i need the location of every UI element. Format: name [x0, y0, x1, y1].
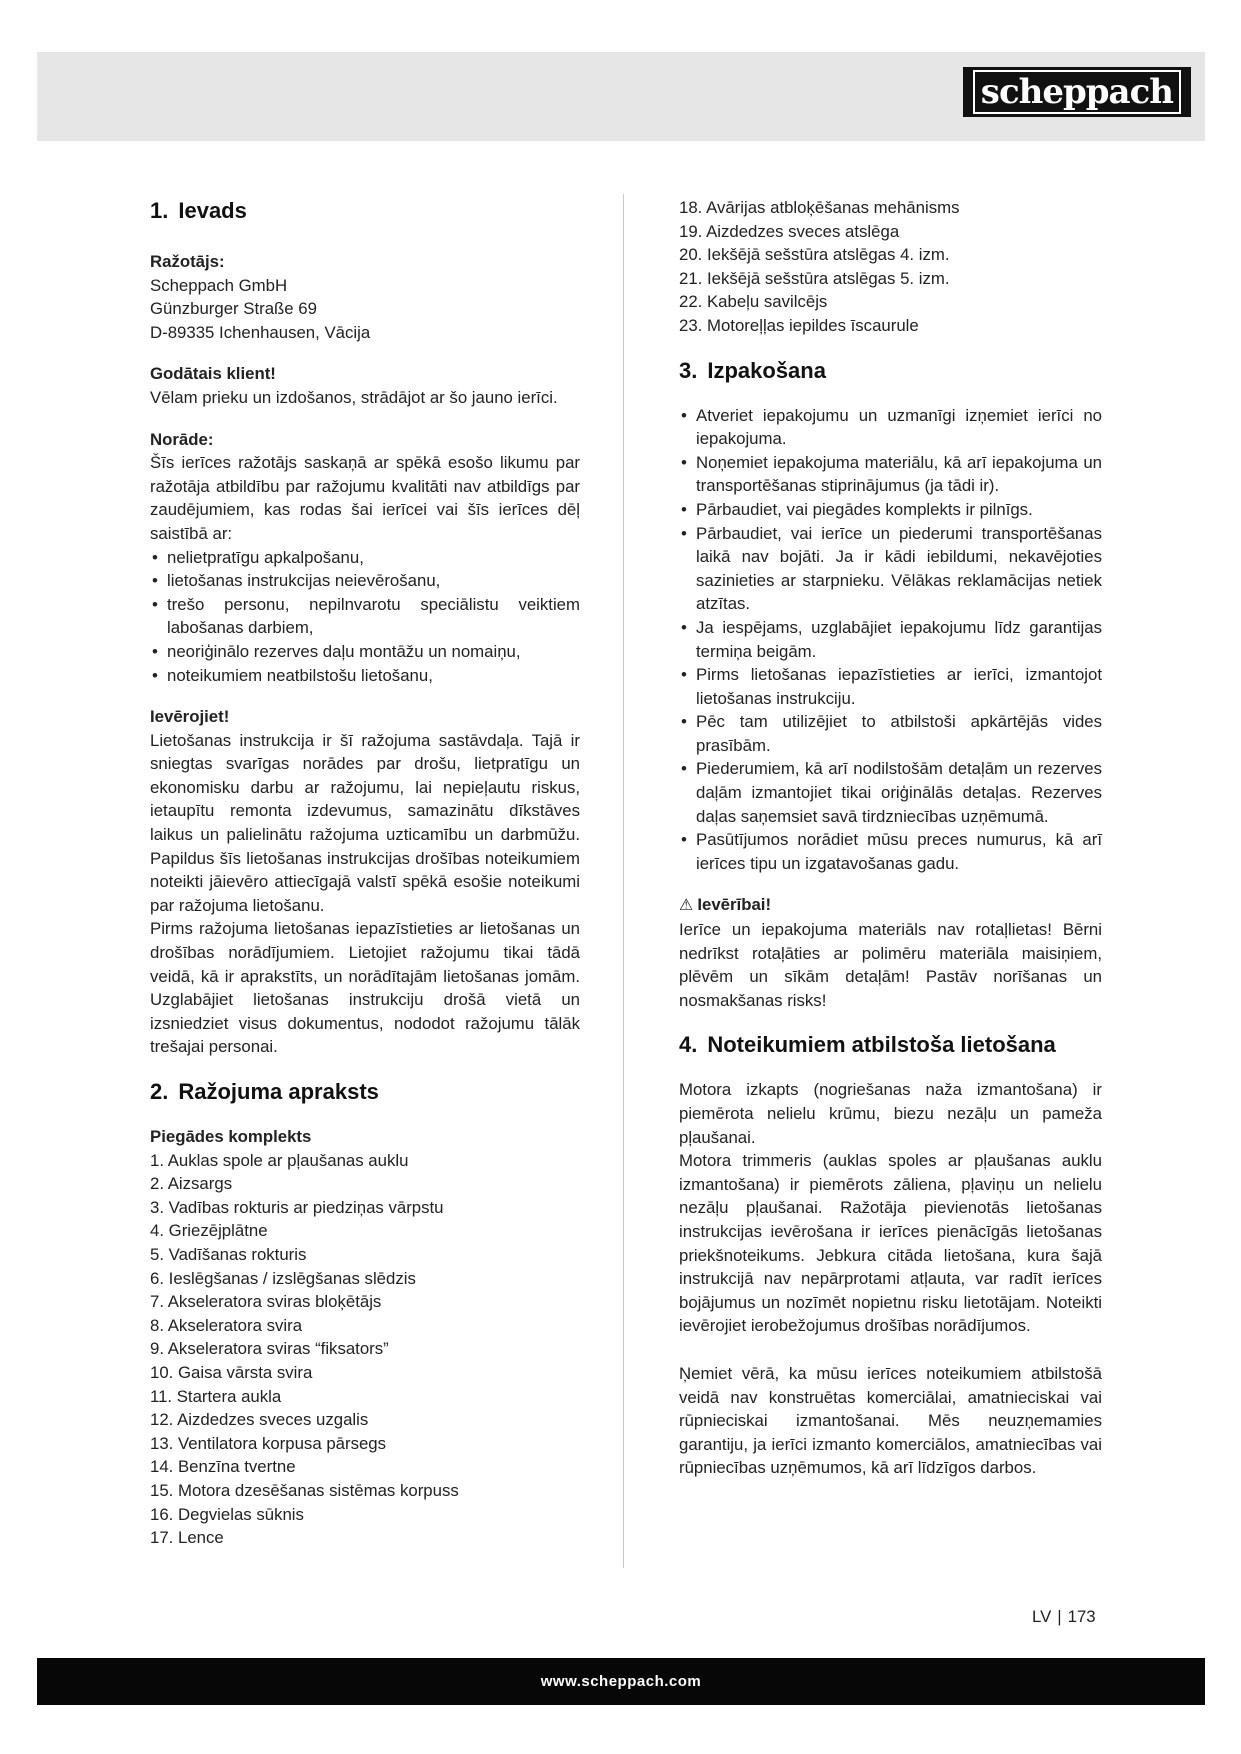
list-item: • Pēc tam utilizējiet to atbilstoši apkārtējās vides prasībām.	[679, 710, 1102, 757]
list-item: 4. Griezējplātne	[150, 1221, 268, 1241]
list-item: 2. Aizsargs	[150, 1174, 233, 1194]
attention-text: Lietošanas instrukcija ir šī ražojuma sastāvdaļa. Tajā ir sniegtas svarīgas norādes par drošu, lietpratīgu un ekonomisku darbu ar ražojumu, lai nepieļautu riskus, ietaupītu remonta izdevumus, samazinātu dīkstāves laikus un palielinātu ražojuma uzticamību un darbmūžu. Papildus šīs lietošanas instrukcijas drošības noteikumiem noteikti jāievēro attiecīgajā valstī spēkā esošie noteikumi par ražojuma lietošanu.	[150, 730, 580, 915]
page-footer	[37, 1658, 1205, 1705]
list-item: 6. Ieslēgšanas / izslēgšanas slēdzis	[150, 1268, 416, 1288]
list-item: • Pārbaudiet, vai ierīce un piederumi transportēšanas laikā nav bojāti. Ja ir kādi iebildumi, nekavējoties sazinieties ar starpnieku. Vēlākas reklamācijas netiek atzītas.	[679, 522, 1102, 616]
list-item: 14. Benzīna tvertne	[150, 1457, 296, 1477]
list-item: 18. Avārijas atbloķēšanas mehānisms	[679, 198, 960, 217]
list-item: 7. Akseleratora sviras bloķētājs	[150, 1292, 382, 1312]
delivery-list	[150, 1149, 580, 1550]
attention-text: Pirms ražojuma lietošanas iepazīstieties ar lietošanas un drošības norādījumiem. Lietojiet ražojumu tikai tādā veidā, kā ir aprakstīts, un norādītajām lietošanas jomām. Uzglabājiet lietošanas instrukciju drošā vietā un izsniedziet visus dokumentus, nododot ražojumu tālāk trešajai personai.	[150, 919, 580, 1057]
dear-customer-text: Vēlam prieku un izdošanos, strādājot ar šo jauno ierīci.	[150, 387, 558, 407]
list-item: 5. Vadīšanas rokturis	[150, 1244, 307, 1264]
delivery-list-continued	[679, 196, 1102, 338]
manufacturer-line: Günzburger Straße 69	[150, 299, 317, 319]
list-item: • nelietpratīgu apkalpošanu,	[150, 546, 580, 570]
manufacturer-label: Ražotājs:	[150, 252, 225, 271]
logo-text: scheppach	[973, 70, 1181, 114]
list-item: • Pārbaudiet, vai piegādes komplekts ir pilnīgs.	[679, 498, 1102, 522]
delivery-label: Piegādes komplekts	[150, 1127, 312, 1146]
right-column	[679, 196, 1102, 1480]
warning-icon: ⚠	[679, 897, 694, 915]
column-divider	[623, 194, 624, 1568]
list-item: • Noņemiet iepakojuma materiālu, kā arī iepakojuma un transportēšanas stiprinājumus (ja tādi ir).	[679, 451, 1102, 498]
unpacking-list	[679, 404, 1102, 876]
website-link[interactable]: www.scheppach.com	[540, 1673, 702, 1690]
section-1-heading: 1. Ievads	[150, 198, 247, 223]
note-list	[150, 546, 580, 688]
list-item: • Pasūtījumos norādiet mūsu preces numurus, kā arī ierīces tipu un izgatavošanas gadu.	[679, 828, 1102, 875]
list-item: • trešo personu, nepilnvarotu speciālistu veiktiem labošanas darbiem,	[150, 593, 580, 640]
list-item: • Ja iespējams, uzglabājiet iepakojumu līdz garantijas termiņa beigām.	[679, 616, 1102, 663]
list-item: • Atveriet iepakojumu un uzmanīgi izņemiet ierīci no iepakojuma.	[679, 404, 1102, 451]
section-3-heading: 3. Izpakošana	[679, 357, 826, 383]
list-item: 21. Iekšējā sešstūra atslēgas 5. izm.	[679, 268, 950, 288]
list-item: 12. Aizdedzes sveces uzgalis	[150, 1410, 369, 1430]
section-4-heading: 4. Noteikumiem atbilstoša lietošana	[679, 1032, 1056, 1058]
scheppach-logo	[963, 67, 1191, 117]
list-item: 3. Vadības rokturis ar piedziņas vārpstu	[150, 1197, 444, 1217]
list-item: 19. Aizdedzes sveces atslēga	[679, 221, 900, 241]
list-item: • noteikumiem neatbilstošu lietošanu,	[150, 664, 580, 688]
list-item: 17. Lence	[150, 1528, 224, 1548]
usage-paragraph: Ņemiet vērā, ka mūsu ierīces noteikumiem atbilstošā veidā nav konstruētas komerciālai, amatnieciskai vai rūpnieciskai izmantošanai. Mēs neuzņemamies garantiju, ja ierīci izmanto komerciālos, amatniecības vai rūpniecības uzņēmumos, kā arī līdzīgos darbos.	[679, 1363, 1102, 1478]
list-item: 22. Kabeļu savilcējs	[679, 292, 828, 312]
list-item: • lietošanas instrukcijas neievērošanu,	[150, 569, 580, 593]
usage-paragraph: Motora izkapts (nogriešanas naža izmantošana) ir piemērota nelielu krūmu, biezu nezāļu un pameža pļaušanai.	[679, 1080, 1102, 1147]
list-item: 15. Motora dzesēšanas sistēmas korpuss	[150, 1480, 459, 1500]
list-item: 13. Ventilatora korpusa pārsegs	[150, 1433, 387, 1453]
list-item: 1. Auklas spole ar pļaušanas auklu	[150, 1150, 409, 1170]
manufacturer-line: Scheppach GmbH	[150, 275, 288, 295]
list-item: 11. Startera aukla	[150, 1386, 282, 1406]
note-label: Norāde:	[150, 429, 214, 449]
list-item: 20. Iekšējā sešstūra atslēgas 4. izm.	[679, 245, 950, 265]
note-text: Šīs ierīces ražotājs saskaņā ar spēkā esošo likumu par ražotāja atbildību par ražojumu kvalitāti nav atbildīgs par zaudējumiem, kas rodas šai ierīcei vai šīs ierīces dēļ saistībā ar:	[150, 453, 580, 543]
list-item: • neoriģinālo rezerves daļu montāžu un nomaiņu,	[150, 640, 580, 664]
dear-customer-label: Godātais klient!	[150, 364, 276, 384]
list-item: 9. Akseleratora sviras “fiksators”	[150, 1339, 389, 1359]
list-item: • Pirms lietošanas iepazīstieties ar ierīci, izmantojot lietošanas instrukciju.	[679, 663, 1102, 710]
manufacturer-line: D-89335 Ichenhausen, Vācija	[150, 322, 371, 342]
warning-label: ⚠ Ievērībai!	[679, 895, 772, 915]
list-item: 16. Degvielas sūknis	[150, 1504, 304, 1524]
attention-label: Ievērojiet!	[150, 707, 230, 727]
warning-text: Ierīce un iepakojuma materiāls nav rotaļlietas! Bērni nedrīkst rotaļāties ar polimēru materiāla maisiņiem, plēvēm un sīkām detaļām! Pastāv norīšanas un nosmakšanas risks!	[679, 920, 1102, 1010]
page-header	[37, 52, 1205, 141]
left-column	[150, 196, 580, 1550]
list-item: • Piederumiem, kā arī nodilstošām detaļām un rezerves daļām izmantojiet tikai oriģinālās detaļas. Rezerves daļas saņemsiet savā tirdzniecības uzņēmumā.	[679, 757, 1102, 828]
list-item: 23. Motoreļļas iepildes īscaurule	[679, 315, 919, 335]
list-item: 10. Gaisa vārsta svira	[150, 1362, 313, 1382]
list-item: 8. Akseleratora svira	[150, 1315, 303, 1335]
page-number: LV | 173	[1032, 1607, 1096, 1626]
usage-paragraph: Motora trimmeris (auklas spoles ar pļaušanas auklu izmantošana) ir piemērots zāliena, pļaviņu un nelielu nezāļu pļaušanai. Ražotāja pievienotās lietošanas instrukcijas ievērošana ir ierīces pienācīgās lietošanas priekšnoteikums. Jebkura citāda lietošana, kura šajā instrukcijā nav nepārprotami atļauta, var radīt ierīces bojājumus un nozīmēt nopietnu risku lietotājam. Noteikti ievērojiet ierobežojumus drošības norādījumos.	[679, 1151, 1102, 1336]
section-2-heading: 2. Ražojuma apraksts	[150, 1079, 379, 1104]
